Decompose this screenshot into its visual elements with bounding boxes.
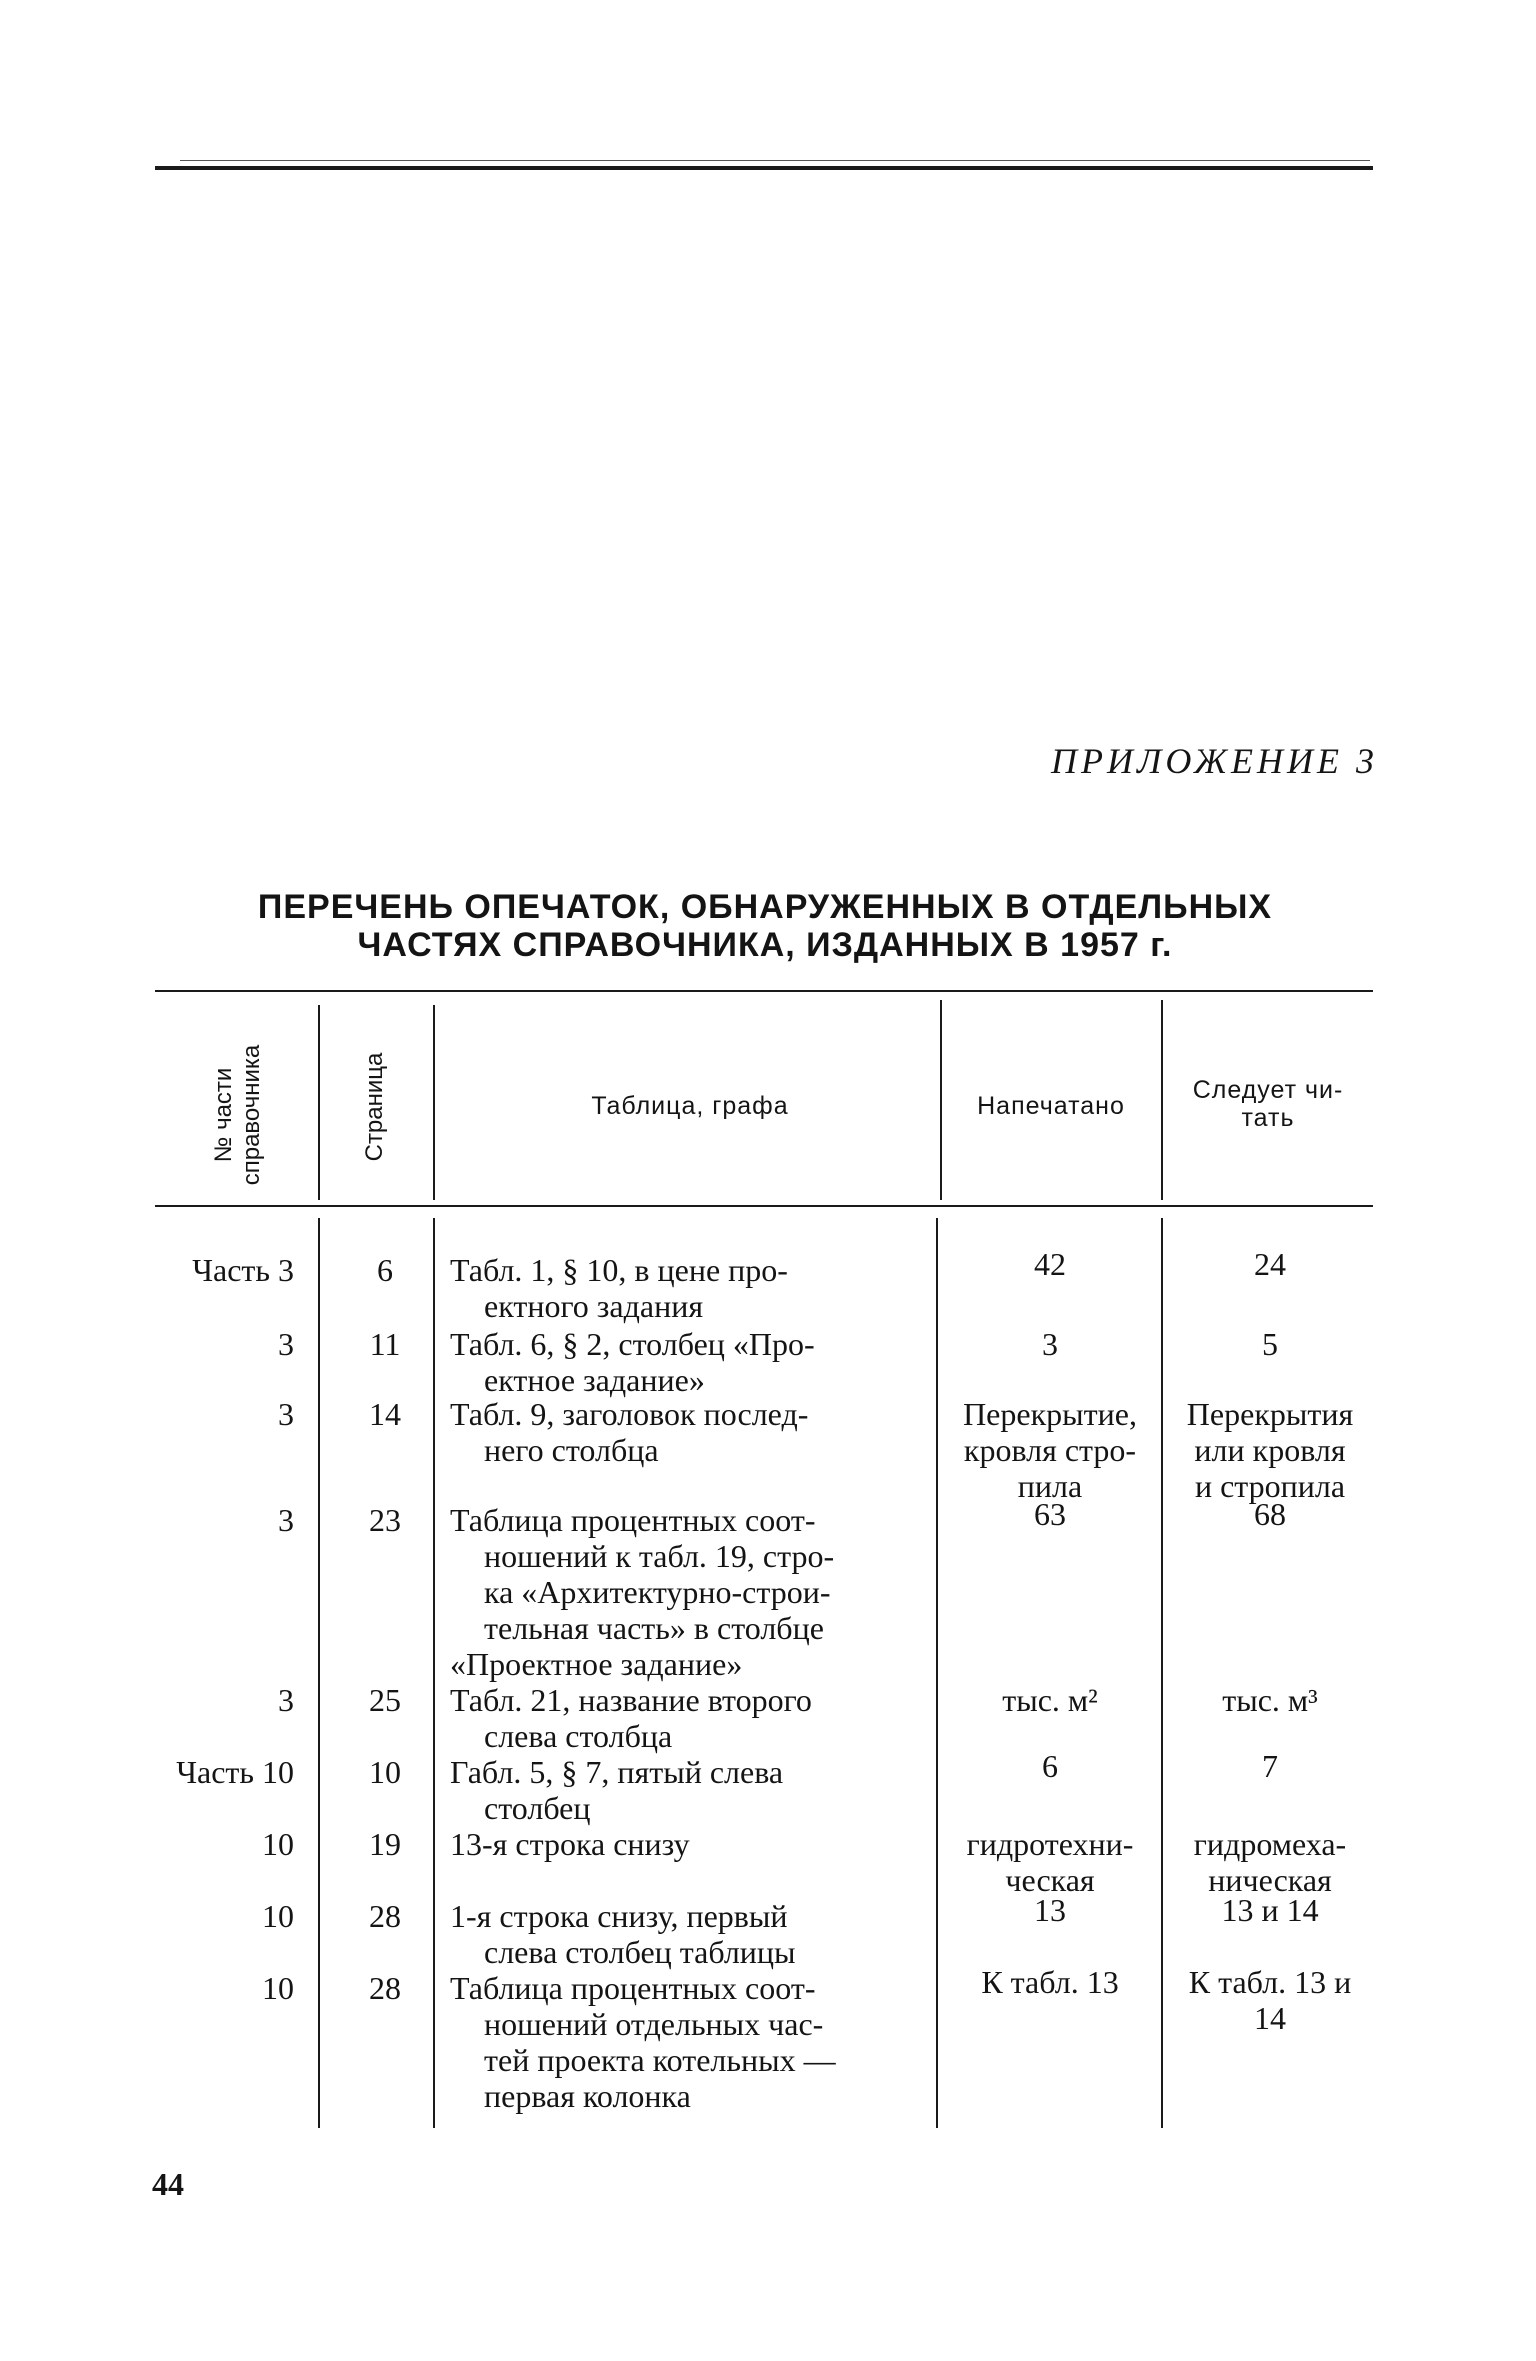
cell-table [450,1970,932,2114]
cell-part: 10 [262,1898,294,1934]
cell-part: 3 [278,1326,294,1362]
cell-printed-line: тыс. м² [1002,1682,1098,1718]
cell-table-line: Габл. 5, § 7, пятый слева [450,1754,784,1790]
top-rule [155,166,1373,170]
header-page: Страница [361,1052,388,1162]
cell-read-line: К табл. 13 и [1188,1964,1352,2000]
title-line-2: ЧАСТЯХ СПРАВОЧНИКА, ИЗДАННЫХ В 1957 г. [357,926,1173,964]
cell-table-line: Табл. 1, § 10, в цене про- [450,1252,788,1288]
cell-printed-line: К табл. 13 [981,1964,1119,2000]
cell-table-line: ектное задание» [484,1362,705,1398]
cell-printed [940,1496,1160,1532]
cell-table-line: первая колонка [484,2078,691,2114]
appendix-label: ПРИЛОЖЕНИЕ 3 [1051,741,1378,781]
header-divider-2 [433,1005,435,1200]
cell-page: 19 [369,1826,401,1862]
cell-table-line: Табл. 6, § 2, столбец «Про- [450,1326,815,1362]
cell-table [450,1396,932,1468]
cell-read-line: 14 [1254,2000,1286,2036]
cell-table-line: Табл. 21, название второго [450,1682,812,1718]
header-read-line-1: Следует чи- [1192,1076,1344,1104]
cell-read [1165,1326,1375,1362]
cell-part: 10 [262,1970,294,2006]
cell-table [450,1754,932,1826]
cell-read-line: 5 [1262,1326,1278,1362]
cell-printed [940,1826,1160,1898]
cell-printed-line: Перекрытие, [963,1396,1137,1432]
page-title [150,888,1380,964]
cell-printed-line: 42 [1034,1246,1066,1282]
cell-table-line: ка «Архитектурно-строи- [484,1574,831,1610]
cell-table-line: ношений отдельных час- [484,2006,824,2042]
cell-printed-line: кровля стро- [963,1432,1137,1468]
header-part-line-1: № части [210,1067,237,1163]
cell-read [1165,1892,1375,1928]
cell-table-line: тельная часть» в столбце [484,1610,824,1646]
cell-read [1165,1826,1375,1898]
header-divider-1 [318,1005,320,1200]
cell-table [450,1898,932,1970]
cell-page: 23 [369,1502,401,1538]
top-rule-thin [180,160,1370,161]
cell-printed [940,1326,1160,1362]
cell-printed [940,1964,1160,2000]
cell-table-line: «Проектное задание» [450,1646,743,1682]
cell-table-line: слева столбец таблицы [484,1934,796,1970]
cell-part: 10 [262,1826,294,1862]
cell-printed-line: 63 [1034,1496,1066,1532]
cell-printed-line: 3 [1042,1326,1058,1362]
header-table: Таблица, графа [591,1092,789,1120]
cell-table-line: слева столбца [484,1718,673,1754]
cell-printed-line: ческая [1005,1862,1095,1898]
cell-read [1165,1682,1375,1718]
title-line-1: ПЕРЕЧЕНЬ ОПЕЧАТОК, ОБНАРУЖЕННЫХ В ОТДЕЛЬНЫХ [257,888,1273,926]
cell-read-line: 24 [1254,1246,1286,1282]
cell-page: 28 [369,1898,401,1934]
cell-printed [940,1892,1160,1928]
cell-printed [940,1682,1160,1718]
cell-page: 10 [369,1754,401,1790]
cell-table [450,1826,932,1862]
cell-part: 3 [278,1396,294,1432]
cell-table [450,1326,932,1398]
cell-page: 14 [369,1396,401,1432]
cell-table-line: ектного задания [484,1288,704,1324]
cell-read-line: 68 [1254,1496,1286,1532]
cell-printed-line: 6 [1042,1748,1058,1784]
cell-page: 28 [369,1970,401,2006]
cell-read [1165,1748,1375,1784]
header-read-line-2: тать [1241,1104,1295,1132]
cell-printed-line: гидротехни- [966,1826,1134,1862]
cell-page: 11 [369,1326,401,1362]
body-divider-4 [1161,1218,1163,2128]
cell-printed-line: 13 [1034,1892,1066,1928]
cell-read [1165,1396,1375,1504]
cell-read-line: и стропила [1194,1468,1346,1504]
cell-part: Часть 3 [192,1252,294,1288]
cell-read [1165,1246,1375,1282]
cell-table-line: Табл. 9, заголовок послед- [450,1396,809,1432]
cell-read-line: 13 и 14 [1221,1892,1319,1928]
cell-part: Часть 10 [176,1754,294,1790]
cell-printed [940,1246,1160,1282]
cell-read [1165,1964,1375,2036]
cell-read-line: ническая [1208,1862,1332,1898]
header-read [1163,1076,1373,1132]
cell-page: 6 [377,1252,393,1288]
cell-table [450,1252,932,1324]
cell-read-line: гидромеха- [1193,1826,1347,1862]
cell-table-line: Таблица процентных соот- [450,1502,816,1538]
cell-read-line: или кровля [1194,1432,1346,1468]
cell-table [450,1682,932,1754]
cell-table-line: ношений к табл. 19, стро- [484,1538,835,1574]
cell-table [450,1502,932,1682]
cell-part: 3 [278,1502,294,1538]
cell-table-line: тей проекта котельных — [484,2042,836,2078]
cell-read-line: Перекрытия [1186,1396,1354,1432]
cell-part: 3 [278,1682,294,1718]
header-rule-bottom [155,1205,1373,1207]
cell-read-line: тыс. м³ [1222,1682,1318,1718]
cell-table-line: столбец [484,1790,591,1826]
body-divider-3 [936,1218,938,2128]
header-rule-top [155,990,1373,992]
cell-printed [940,1748,1160,1784]
cell-read-line: 7 [1262,1748,1278,1784]
header-printed: Напечатано [977,1092,1125,1120]
page-number: 44 [152,2166,184,2202]
cell-printed [940,1396,1160,1504]
cell-page: 25 [369,1682,401,1718]
cell-table-line: 1-я строка снизу, первый [450,1898,788,1934]
cell-table-line: 13-я строка снизу [450,1826,690,1862]
header-part-number [210,1015,270,1215]
cell-printed-line: пила [1017,1468,1083,1504]
header-part-line-2: справочника [238,1044,265,1186]
cell-table-line: Таблица процентных соот- [450,1970,816,2006]
cell-read [1165,1496,1375,1532]
cell-table-line: него столбца [484,1432,659,1468]
